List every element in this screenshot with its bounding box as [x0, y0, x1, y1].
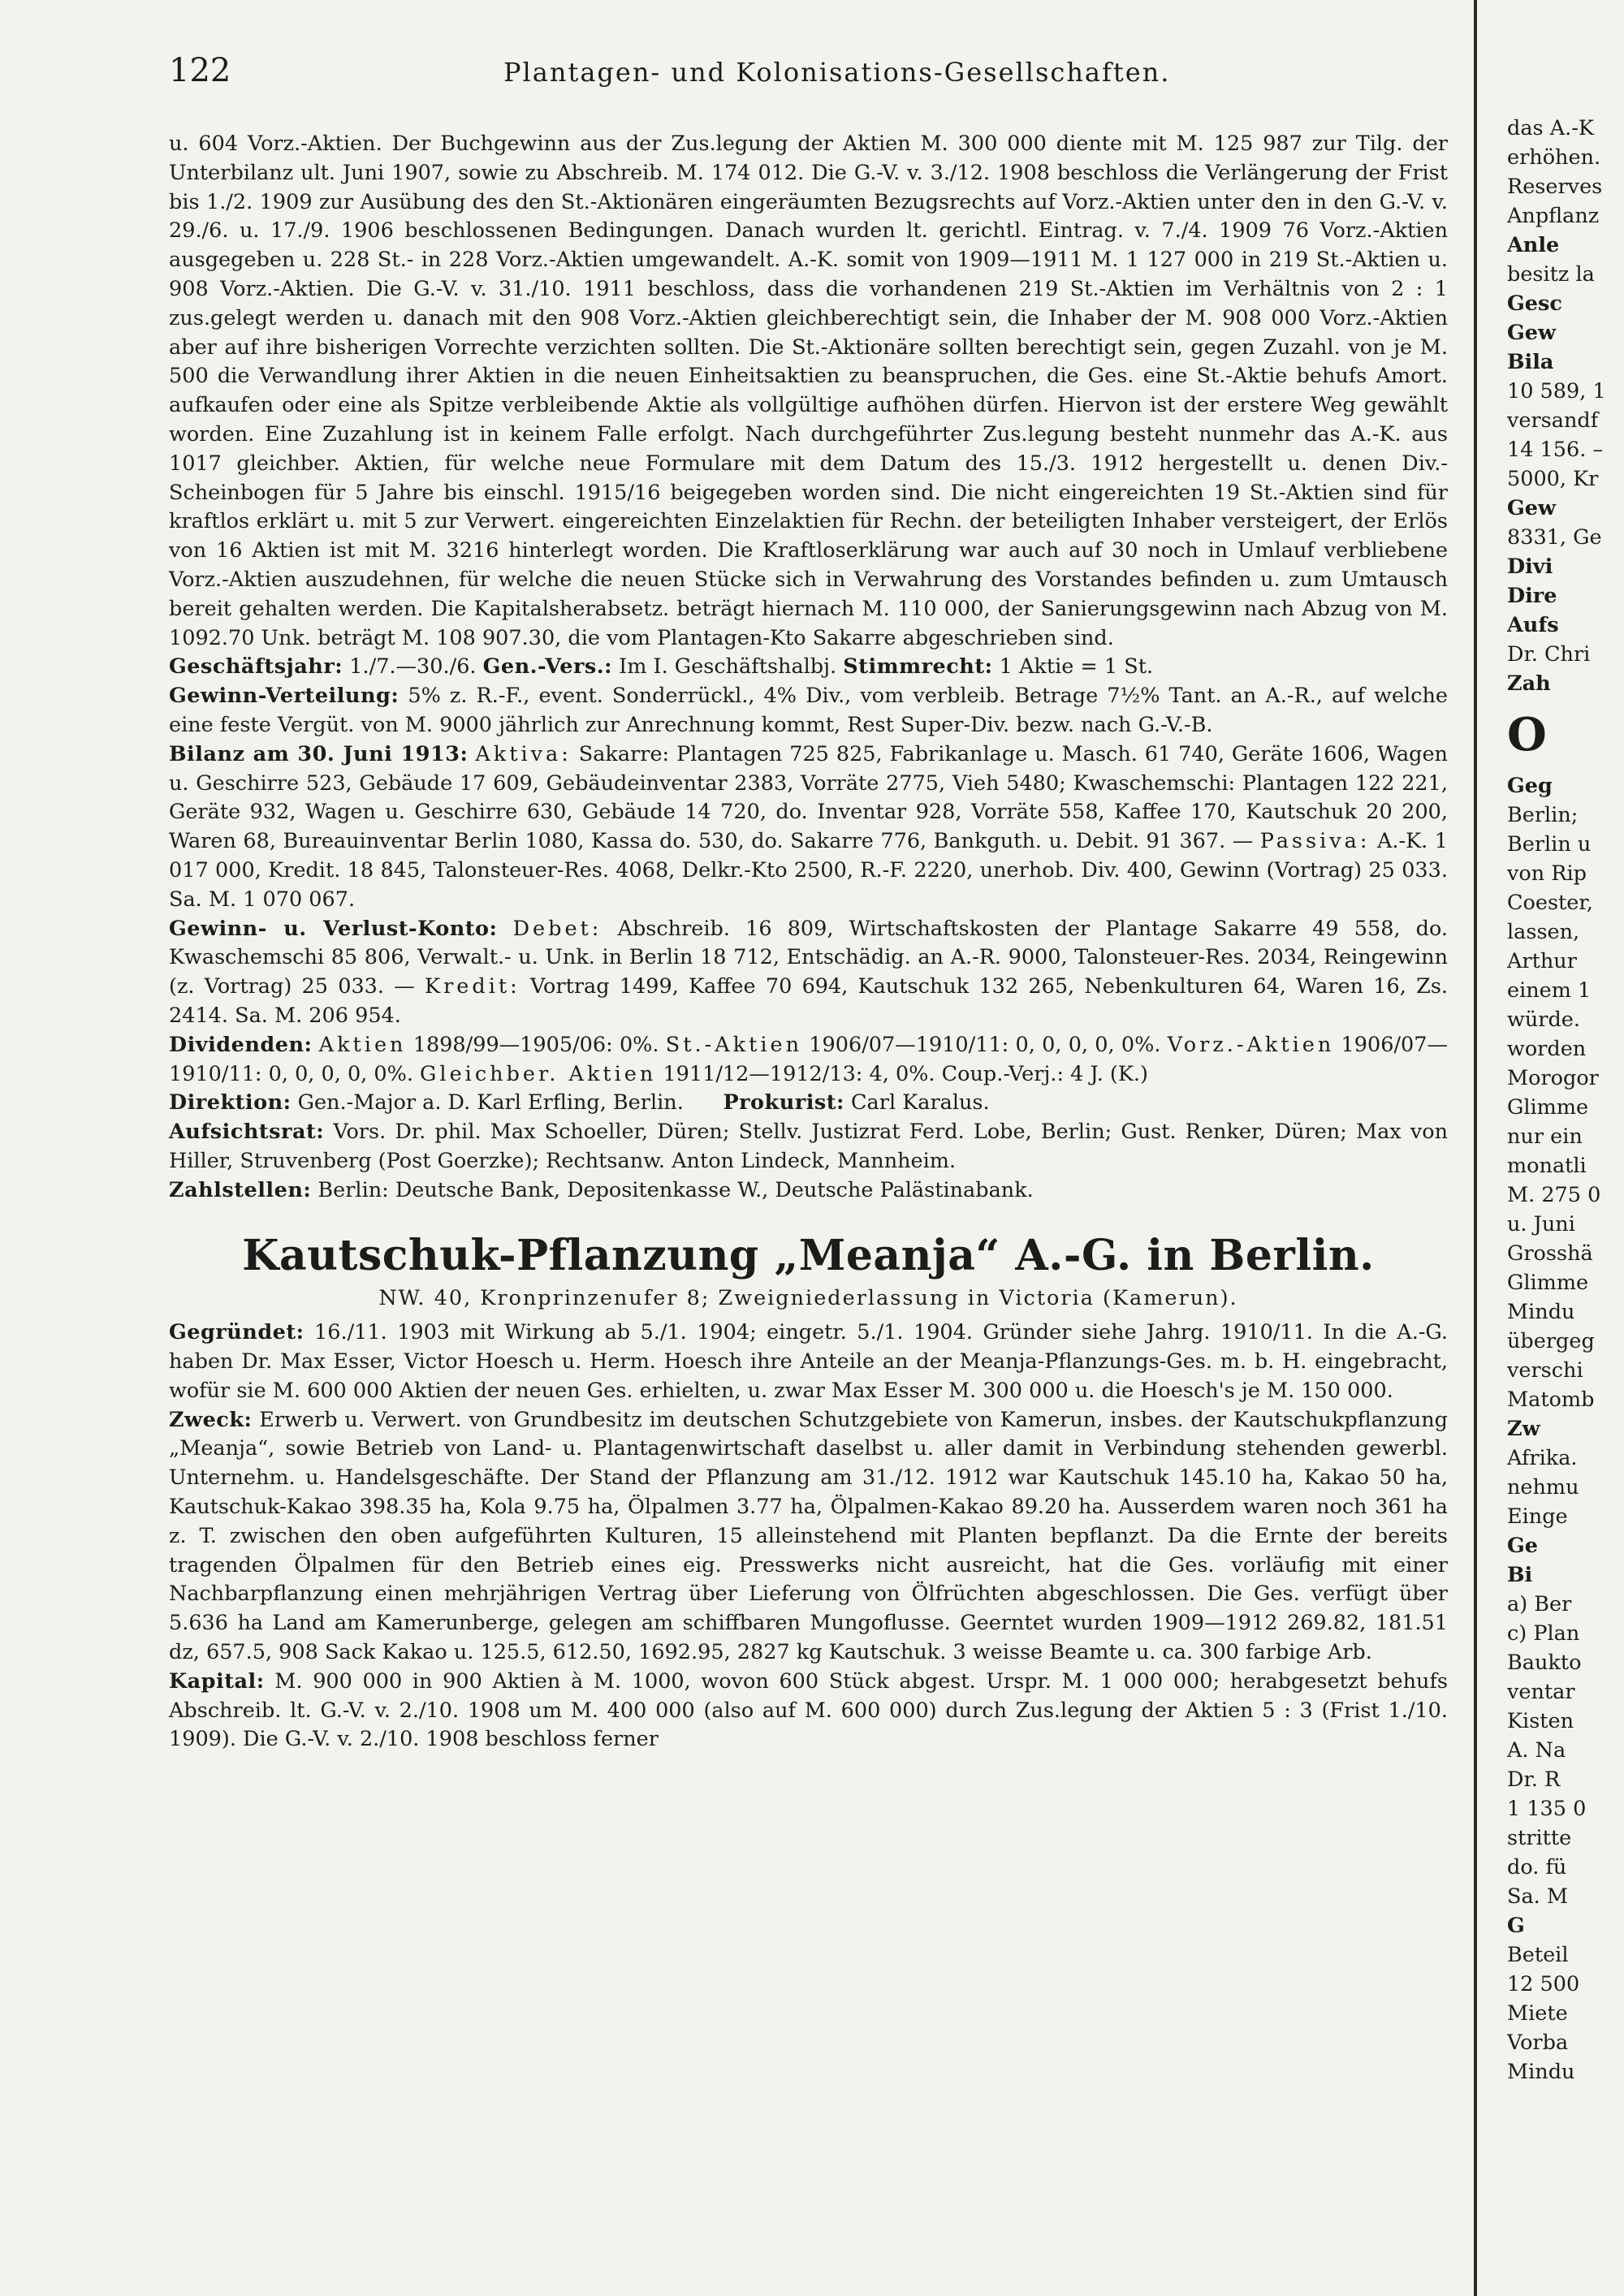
page-number: 122 [169, 52, 231, 89]
aufsichtsrat-text: Vors. Dr. phil. Max Schoeller, Düren; Stellv. Justizrat Ferd. Lobe, Berlin; Gust. Renker, Düren; Max von Hiller, Struvenberg (Post Goerzke); Rechtsanw. Anton Lindeck, Mannheim. [169, 1120, 1449, 1173]
kapital-text: M. 900 000 in 900 Aktien à M. 1000, wovon 600 Stück abgest. Urspr. M. 1 000 000; herabgesetzt behufs Abschreib. lt. G.-V. v. 2./10. 1908 um M. 400 000 (also auf M. 600 000) durch Zus.legung der Aktien 5 : 3 (Frist 1./10. 1909). Die G.-V. v. 2./10. 1908 beschloss ferner [169, 1668, 1448, 1752]
company-address: NW. 40, Kronprinzenufer 8; Zweigniederlassung in Victoria (Kamerun). [378, 1286, 1238, 1311]
stimmrecht-text: 1 Aktie = 1 St. [999, 654, 1154, 680]
div-gleichber-label: Gleichber. Aktien [420, 1061, 657, 1086]
adjacent-line: einem 1 [1507, 978, 1592, 1003]
genvers-text: Im I. Geschäftshalbj. [619, 654, 837, 680]
adjacent-line: nur ein [1507, 1124, 1583, 1149]
adjacent-page-column [1507, 114, 1624, 2087]
aktiva-label: Aktiva: [475, 741, 572, 766]
aktiva-text: Sakarre: Plantagen 725 825, Fabrikanlage u. Masch. 61 740, Geräte 1606, Wagen u. Geschirre 523, Gebäude 17 609, Gebäudeinventar 2383, Vorräte 2775, Vieh 5480; Kwaschemschi: Plantagen 122 221, Geräte 932, Wagen u. Geschirre 630, Gebäude 14 720, do. Inventar 928, Vorräte 558, Kaffee 170, Kautschuk 20 200, Waren 68, Bureauinventar Berlin 1080, Kassa do. 530, do. Sakarre 776, Bankguth. u. Debit. 91 367. — [169, 741, 1448, 854]
adjacent-line: Dr. Chri [1507, 642, 1591, 667]
kapital-label: Kapital: [169, 1668, 265, 1694]
adjacent-line: erhöhen. [1507, 145, 1601, 170]
adjacent-line: Ge [1507, 1534, 1539, 1558]
adjacent-line: ventar [1507, 1680, 1575, 1704]
adjacent-line: 1 135 0 [1507, 1797, 1587, 1821]
direktion [169, 1089, 1448, 1118]
adjacent-line: M. 275 0 [1507, 1183, 1601, 1207]
adjacent-line: Vorba [1507, 2031, 1569, 2055]
adjacent-line: versandf [1507, 408, 1599, 433]
direktion-text: Gen.-Major a. D. Karl Erfling, Berlin. [297, 1090, 684, 1116]
adjacent-line: Grosshä [1507, 1241, 1593, 1266]
adjacent-line: 8331, Ge [1507, 525, 1602, 550]
adjacent-line: stritte [1507, 1826, 1572, 1850]
adjacent-line: Reserves [1507, 175, 1603, 199]
adjacent-line: Zah [1507, 671, 1551, 696]
adjacent-line: Arthur [1507, 949, 1577, 973]
gegruendet-text: 16./11. 1903 mit Wirkung ab 5./1. 1904; eingetr. 5./1. 1904. Gründer siehe Jahrg. 1910/11. In die A.-G. haben Dr. Max Esser, Victor Hoesch u. Herm. Hoesch ihre Anteile an der Meanja-Pflanzungs-Ges. m. b. H. eingebracht, wofür sie M. 600 000 Aktien der neuen Ges. erhielten, u. zwar Max Esser M. 300 000 u. die Hoesch's je M. 150 000. [169, 1320, 1448, 1403]
adjacent-line: Zw [1507, 1417, 1540, 1441]
adjacent-line: Beteil [1507, 1943, 1569, 1967]
adjacent-line: Einge [1507, 1504, 1568, 1529]
div-vorz-text: 1906/07—1910/11: 0, 0, 0, 0, 0%. [169, 1032, 1448, 1086]
adjacent-line: O [1507, 708, 1547, 762]
gewinn-verlust-konto [169, 915, 1448, 1031]
div-aktien-text: 1898/99—1905/06: 0%. [412, 1032, 659, 1057]
adjacent-line: do. fü [1507, 1855, 1567, 1880]
adjacent-line: Dr. R [1507, 1767, 1561, 1792]
adjacent-line: Glimme [1507, 1095, 1589, 1120]
adjacent-line: Aufs [1507, 613, 1559, 637]
adjacent-line: 14 156. – [1507, 438, 1604, 462]
column-divider [1474, 0, 1477, 2296]
zahlstellen-text: Berlin: Deutsche Bank, Depositenkasse W., Deutsche Palästinabank. [317, 1177, 1034, 1202]
adjacent-line: Gesc [1507, 291, 1562, 316]
dividenden-label: Dividenden: [169, 1032, 313, 1057]
adjacent-line: Coester, [1507, 891, 1593, 915]
running-title: Plantagen- und Kolonisations-Gesellschaften. [503, 57, 1171, 88]
debet-text: Abschreib. 16 809, Wirtschaftskosten der Plantage Sakarre 49 558, do. Kwaschemschi 85 806, Verwalt.- u. Unk. in Berlin 18 712, Entschädig. an A.-R. 9000, Talonsteuer-Res. 2034, Reingewinn (z. Vortrag) 25 033. — [169, 916, 1449, 999]
main-column [169, 130, 1448, 1754]
aufsichtsrat-label: Aufsichtsrat: [169, 1120, 325, 1145]
adjacent-line: 5000, Kr [1507, 467, 1599, 491]
div-st-text: 1906/07—1910/11: 0, 0, 0, 0, 0%. [809, 1032, 1161, 1057]
adjacent-line: lassen, [1507, 920, 1580, 944]
aufsichtsrat [169, 1118, 1448, 1176]
adjacent-line: das A.-K [1507, 116, 1594, 140]
zweck-label: Zweck: [169, 1407, 253, 1432]
div-st-label: St.-Aktien [665, 1032, 803, 1057]
adjacent-line: a) Ber [1507, 1592, 1572, 1616]
kapital [169, 1668, 1448, 1754]
adjacent-line: Kisten [1507, 1709, 1574, 1733]
geschaeftsjahr-label: Geschäftsjahr: [169, 654, 343, 680]
gewinnverteilung [169, 682, 1448, 740]
zahlstellen-label: Zahlstellen: [169, 1177, 312, 1202]
adjacent-line: Divi [1507, 555, 1553, 579]
continuation-text: u. 604 Vorz.-Aktien. Der Buchgewinn aus der Zus.legung der Aktien M. 300 000 diente mit M. 125 987 zur Tilg. der Unterbilanz ult. Juni 1907, sowie zu Abschreib. M. 174 012. Die G.-V. v. 3./12. 1908 beschloss die Verlängerung der Frist bis 1./2. 1909 zur Ausübung des den St.-Aktionären eingeräumten Bezugsrechts auf Vorz.-Aktien unter den in den G.-V. v. 29./6. u. 17./9. 1906 beschlossenen Bedingungen. Danach wurden lt. gerichtl. Eintrag. v. 7./4. 1909 76 Vorz.-Aktien ausgegeben u. 228 St.- in 228 Vorz.-Aktien umgewandelt. A.-K. somit von 1909—1911 M. 1 127 000 in 219 St.-Aktien u. 908 Vorz.-Aktien. Die G.-V. v. 31./10. 1911 beschloss, dass die vorhandenen 219 St.-Aktien im Verhältnis von 2 : 1 zus.gelegt werden u. danach mit den 908 Vorz.-Aktien gleichberechtigt sein, die Inhaber der M. 908 000 Vorz.-Aktien aber auf ihre bisherigen Vorrechte verzichten sollten. Die St.-Aktionäre sollten berechtigt sein, gegen Zuzahl. von je M. 500 die Verwandlung ihrer Aktien in die neuen Einheitsaktien zu beanspruchen, die Ges. eine St.-Aktie behufs Amort. aufkaufen oder eine als Spitze verbleibende Aktie als vollgültige aufhöhen dürfen. Hiervon ist der erstere Weg gewählt worden. Eine Zuzahlung ist in keinem Falle erfolgt. Nach durchgeführter Zus.legung besteht nunmehr das A.-K. aus 1017 gleichber. Aktien, für welche neue Formulare mit dem Datum des 15./3. 1912 hergestellt u. denen Div.-Scheinbogen für 5 Jahre bis einschl. 1915/16 beigegeben worden sind. Die nicht eingereichten 19 St.-Aktien sind für kraftlos erklärt u. mit 5 zur Verwert. eingereichten Einzelaktien für Rechn. der beteiligten Inhaber versteigert, der Erlös von 16 Aktien ist mit M. 3216 hinterlegt worden. Die Kraftloserklärung war auch auf 30 noch in Umlauf verbliebene Vorz.-Aktien auszudehnen, für welche die neuen Stücke sich in Verwahrung des Vorstandes befinden u. zum Umtausch bereit gehalten werden. Die Kapitalsherabsetz. beträgt hiernach M. 110 000, der Sanierungsgewinn nach Abzug von M. 1092.70 Unk. beträgt M. 108 907.30, die vom Plantagen-Kto Sakarre abgeschrieben sind. [169, 132, 1448, 650]
passiva-label: Passiva: [1259, 829, 1371, 854]
stimmrecht-label: Stimmrecht: [843, 654, 993, 680]
adjacent-line: Anpflanz [1507, 204, 1600, 228]
adjacent-line: Bila [1507, 350, 1554, 374]
dividenden [169, 1031, 1448, 1090]
zahlstellen [169, 1176, 1448, 1206]
gegruendet [169, 1318, 1448, 1405]
div-gleichber-text: 1911/12—1912/13: 4, 0%. [663, 1061, 935, 1086]
adjacent-line: Berlin u [1507, 832, 1592, 857]
adjacent-line: Berlin; [1507, 803, 1579, 827]
adjacent-line: übergeg [1507, 1329, 1595, 1353]
geschaeftsjahr-text: 1./7.—30./6. [349, 654, 477, 680]
company-title: Kautschuk-Pflanzung „Meanja“ A.-G. in Berlin. [242, 1231, 1375, 1281]
adjacent-line: von Rip [1507, 861, 1587, 886]
adjacent-line: Mindu [1507, 2060, 1575, 2084]
adjacent-line: besitz la [1507, 262, 1595, 287]
adjacent-line: Miete [1507, 2001, 1568, 2026]
adjacent-line: worden [1507, 1037, 1587, 1061]
div-vorz-label: Vorz.-Aktien [1167, 1032, 1335, 1057]
passiva-text: A.-K. 1 017 000, Kredit. 18 845, Talonsteuer-Res. 4068, Delkr.-Kto 2500, R.-F. 2220, unerhob. Div. 400, Gewinn (Vortrag) 25 033. Sa. M. 1 070 067. [169, 829, 1449, 912]
adjacent-line: c) Plan [1507, 1621, 1580, 1646]
adjacent-line: Geg [1507, 774, 1553, 798]
adjacent-line: Glimme [1507, 1271, 1589, 1295]
gegruendet-label: Gegründet: [169, 1320, 304, 1345]
zweck [169, 1406, 1448, 1668]
direktion-label: Direktion: [169, 1090, 292, 1116]
div-aktien-label: Aktien [318, 1032, 407, 1057]
zweck-text: Erwerb u. Verwert. von Grundbesitz im deutschen Schutzgebiete von Kamerun, insbes. der Kautschukpflanzung „Meanja“, sowie Betrieb von Land- u. Plantagenwirtschaft daselbst u. aller damit in Verbindung stehenden gewerbl. Unternehm. u. Handelsgeschäfte. Der Stand der Pflanzung am 31./12. 1912 war Kautschuk 145.10 ha, Kakao 50 ha, Kautschuk-Kakao 398.35 ha, Kola 9.75 ha, Ölpalmen 3.77 ha, Ölpalmen-Kakao 89.20 ha. Ausserdem waren noch 361 ha z. T. zwischen den oben aufgeführten Kulturen, 15 alleinstehend mit Planten bepflanzt. Da die Ernte der bereits tragenden Ölpalmen für den Betrieb eines eig. Presswerks nicht ausreicht, hat die Ges. vorläufig mit einer Nachbarpflanzung einen mehrjährigen Vertrag über Lieferung von Ölfrüchten abgeschlossen. Die Ges. verfügt über 5.636 ha Land am Kamerunberge, gelegen am schiffbaren Mungoflusse. Geerntet wurden 1909—1912 269.82, 181.51 dz, 657.5, 908 Sack Kakao u. 125.5, 612.50, 1692.95, 2827 kg Kautschuk. 3 weisse Beamte u. ca. 300 farbige Arb. [169, 1407, 1448, 1665]
adjacent-line: A. Na [1507, 1738, 1566, 1763]
fiscal-info [169, 653, 1448, 682]
adjacent-line: Anle [1507, 233, 1560, 257]
gewinnverteilung-text: 5% z. R.-F., event. Sonderrückl., 4% Div., vom verbleib. Betrage 7½% Tant. an A.-R., auf welche eine feste Vergüt. von M. 9000 jährlich zur Anrechnung kommt, Rest Super-Div. bezw. nach G.-V.-B. [169, 684, 1449, 737]
adjacent-line: verschi [1507, 1358, 1583, 1383]
adjacent-line: Mindu [1507, 1300, 1575, 1324]
guv-label: Gewinn- u. Verlust-Konto: [169, 916, 498, 941]
kredit-text: Vortrag 1499, Kaffee 70 694, Kautschuk 132 265, Nebenkulturen 64, Waren 16, Zs. 2414. Sa. M. 206 954. [169, 974, 1449, 1028]
debet-label: Debet: [512, 916, 603, 941]
adjacent-line: u. Juni [1507, 1212, 1575, 1236]
adjacent-line: nehmu [1507, 1475, 1579, 1500]
adjacent-line: würde. [1507, 1008, 1580, 1032]
prokurist-label: Prokurist: [723, 1090, 844, 1116]
adjacent-line: Gew [1507, 321, 1556, 345]
adjacent-line: 10 589, 1 [1507, 379, 1606, 404]
adjacent-line: Afrika. [1507, 1446, 1578, 1470]
kredit-label: Kredit: [425, 974, 520, 999]
adjacent-line: Matomb [1507, 1388, 1595, 1412]
bilanz-label: Bilanz am 30. Juni 1913: [169, 741, 469, 766]
coupon-verjaehrung: Coup.-Verj.: 4 J. (K.) [941, 1061, 1148, 1086]
prokurist-text: Carl Karalus. [851, 1090, 990, 1116]
adjacent-line: Baukto [1507, 1651, 1582, 1675]
gewinnverteilung-label: Gewinn-Verteilung: [169, 684, 400, 709]
adjacent-line: G [1507, 1914, 1525, 1938]
adjacent-line: 12 500 [1507, 1972, 1580, 1996]
adjacent-line: Sa. M [1507, 1884, 1568, 1909]
adjacent-line: Morogor [1507, 1066, 1599, 1090]
adjacent-line: Dire [1507, 584, 1557, 608]
adjacent-line: Bi [1507, 1563, 1533, 1587]
bilanz [169, 740, 1448, 915]
adjacent-line: monatli [1507, 1154, 1587, 1178]
genvers-label: Gen.-Vers.: [482, 654, 613, 680]
adjacent-line: Gew [1507, 496, 1556, 520]
